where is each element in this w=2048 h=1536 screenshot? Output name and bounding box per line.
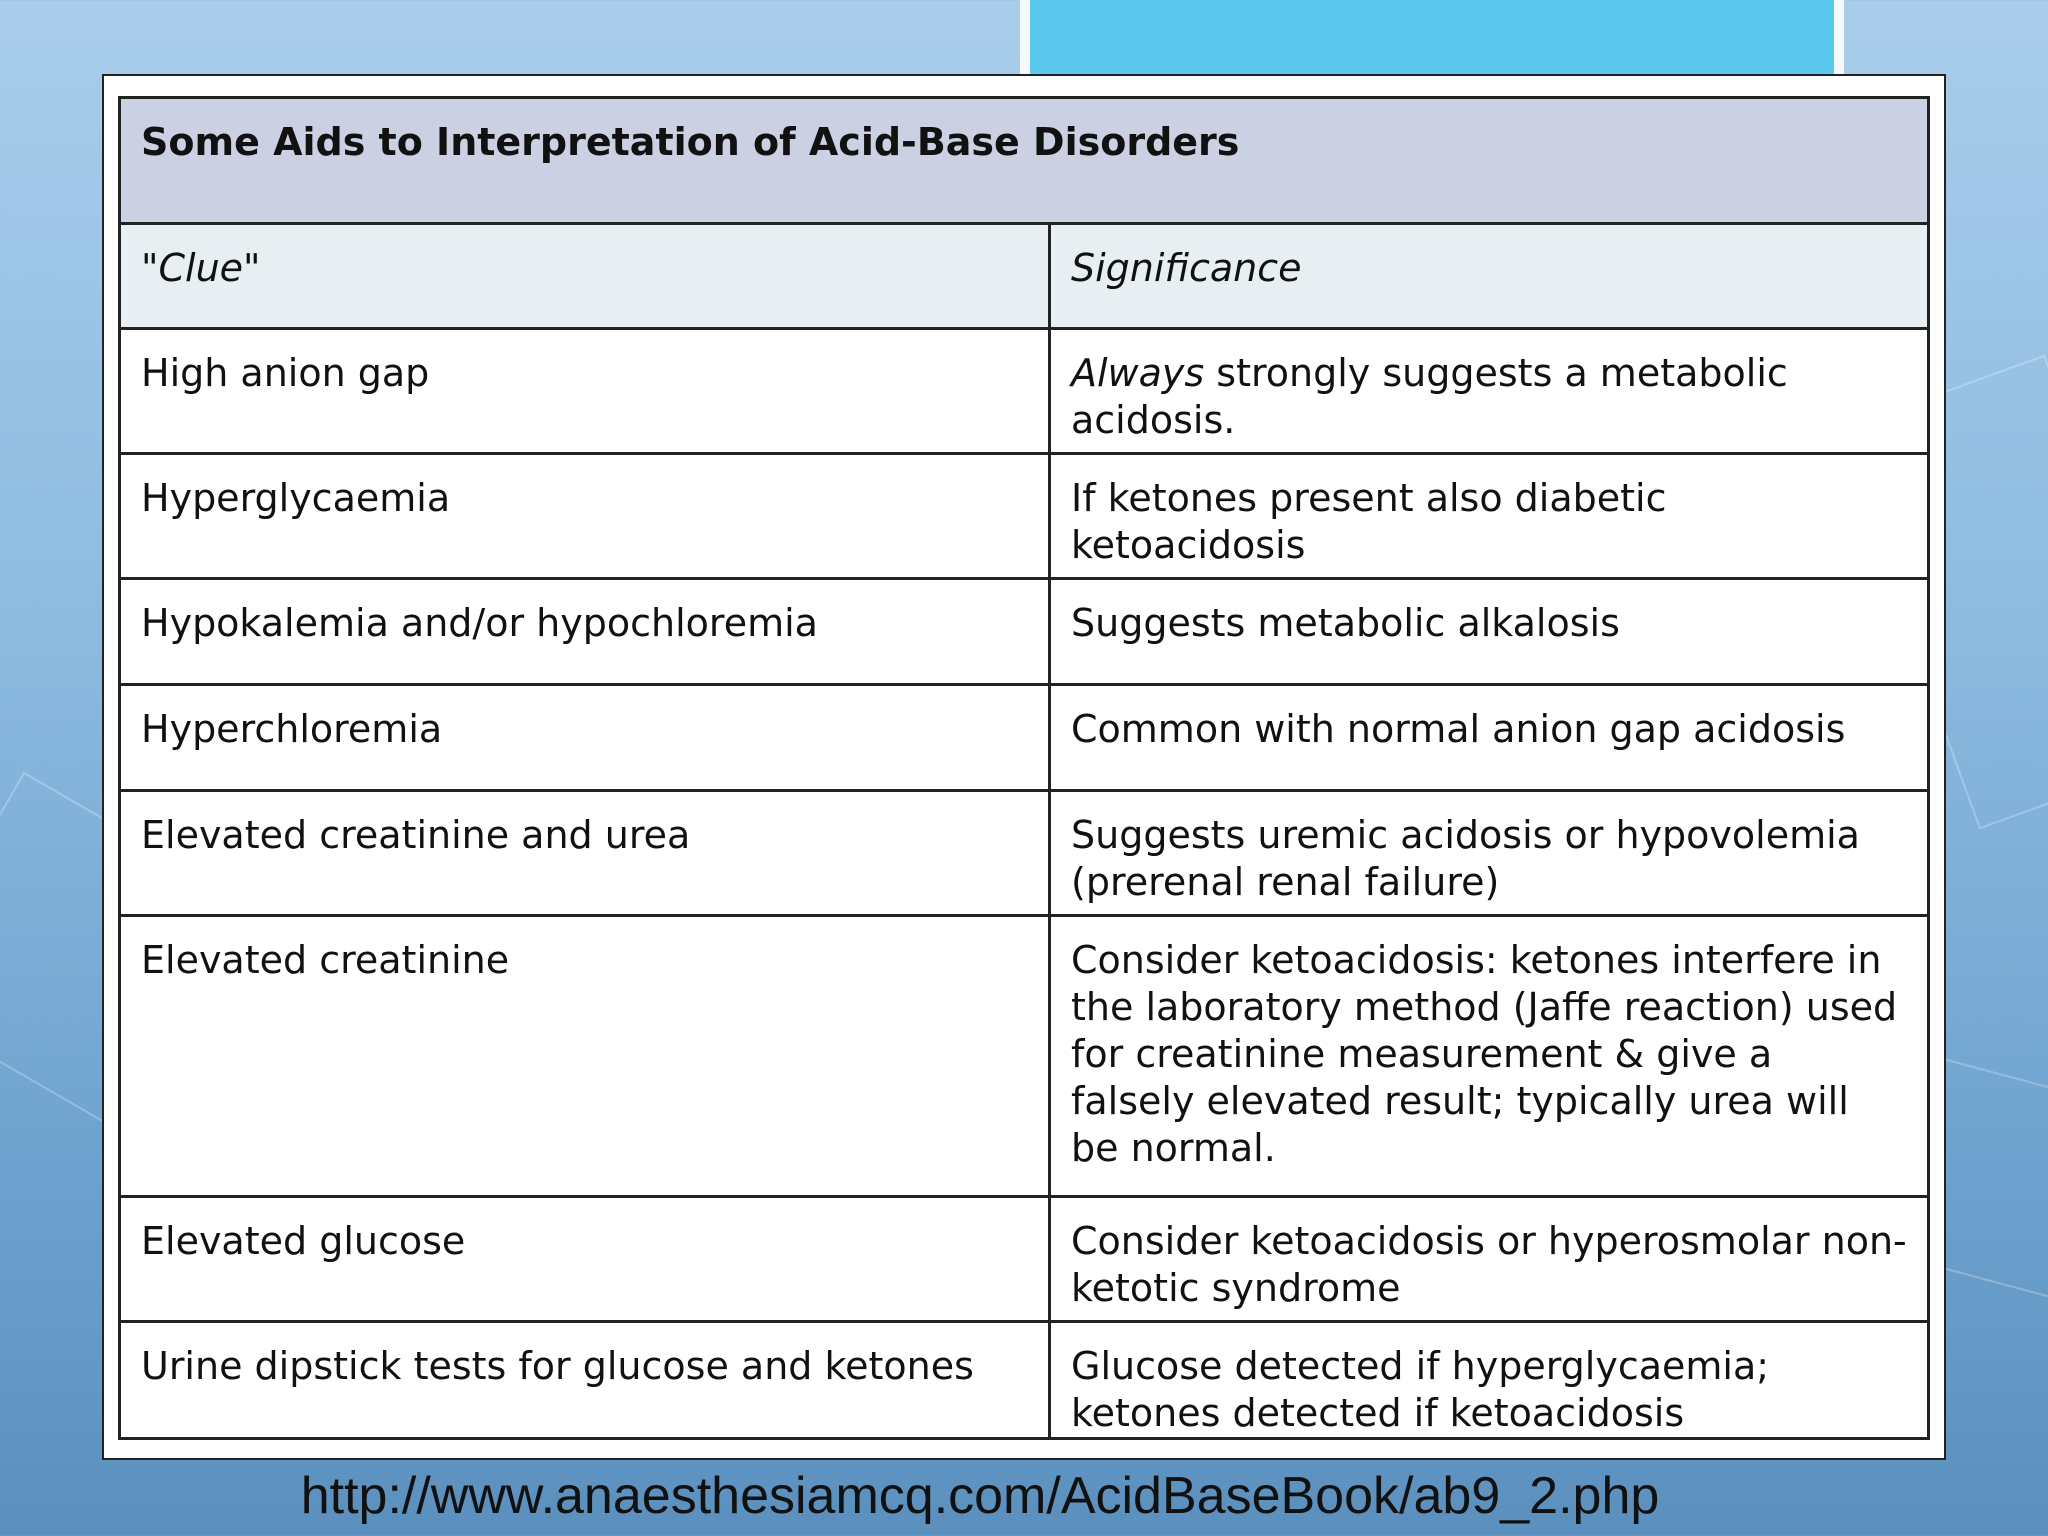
significance-cell: Consider ketoacidosis or hyperosmolar non-ketotic syndrome [1050, 1197, 1929, 1322]
acid-base-table [118, 96, 1930, 1440]
emphasis-text: Always [1071, 351, 1205, 395]
significance-column-header: Significance [1050, 224, 1929, 329]
significance-text: strongly suggests a metabolic acidosis. [1071, 351, 1788, 442]
significance-cell: Consider ketoacidosis: ketones interfere in the laboratory method (Jaffe reaction) used for creatinine measurement & give a falsely elevated result; typically urea will be normal. [1050, 916, 1929, 1197]
source-url: http://www.anaesthesiamcq.com/AcidBaseBook/ab9_2.php [300, 1467, 1660, 1525]
table-row [120, 685, 1929, 791]
clue-cell: Hyperchloremia [120, 685, 1050, 791]
clue-column-header: "Clue" [120, 224, 1050, 329]
clue-cell: High anion gap [120, 329, 1050, 454]
clue-cell: Hypokalemia and/or hypochloremia [120, 579, 1050, 685]
table-title: Some Aids to Interpretation of Acid-Base Disorders [120, 98, 1929, 224]
table-row [120, 454, 1929, 579]
table-row [120, 916, 1929, 1197]
significance-cell: Glucose detected if hyperglycaemia; ketones detected if ketoacidosis [1050, 1322, 1929, 1439]
table-header-row [120, 224, 1929, 329]
clue-cell: Elevated creatinine [120, 916, 1050, 1197]
table-row [120, 1322, 1929, 1439]
clue-cell: Elevated creatinine and urea [120, 791, 1050, 916]
clue-cell: Elevated glucose [120, 1197, 1050, 1322]
significance-cell [1050, 329, 1929, 454]
table-row [120, 329, 1929, 454]
table-row [120, 579, 1929, 685]
significance-cell: If ketones present also diabetic ketoacidosis [1050, 454, 1929, 579]
clue-cell: Urine dipstick tests for glucose and ketones [120, 1322, 1050, 1439]
table-row [120, 791, 1929, 916]
table-title-row [120, 98, 1929, 224]
table-row [120, 1197, 1929, 1322]
significance-cell: Suggests uremic acidosis or hypovolemia (prerenal renal failure) [1050, 791, 1929, 916]
significance-cell: Suggests metabolic alkalosis [1050, 579, 1929, 685]
significance-cell: Common with normal anion gap acidosis [1050, 685, 1929, 791]
clue-cell: Hyperglycaemia [120, 454, 1050, 579]
